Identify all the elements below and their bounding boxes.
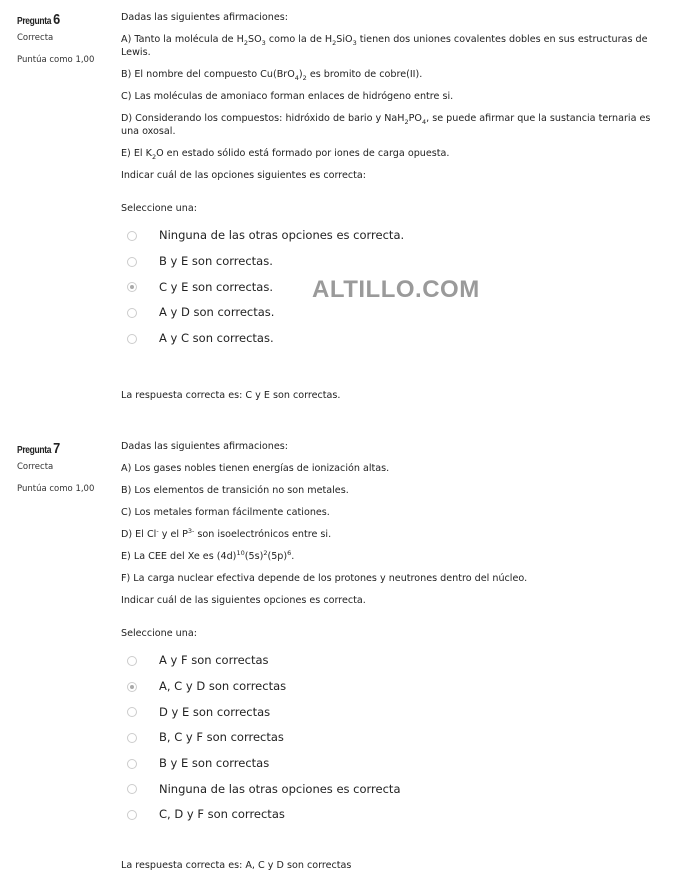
statement-text: 3-: [187, 526, 195, 535]
option-label[interactable]: C, D y F son correctas: [159, 807, 285, 822]
answer-option[interactable]: [121, 776, 666, 802]
statement-text: 4: [294, 73, 299, 82]
question-score: Puntúa como 1,00: [17, 55, 95, 65]
answer-option[interactable]: [121, 300, 666, 326]
statement-text: D) El Cl: [121, 529, 157, 540]
option-label[interactable]: D y E son correctas: [159, 704, 271, 719]
radio-button[interactable]: [127, 784, 137, 794]
statement-text: 4: [421, 117, 427, 126]
statement: [121, 68, 666, 81]
statement-text: 3: [352, 38, 357, 47]
statement: [121, 169, 666, 182]
statement: [121, 484, 666, 497]
select-prompt: Seleccione una:: [121, 628, 197, 639]
radio-button[interactable]: [127, 231, 137, 241]
statement: [121, 462, 666, 475]
answer-option[interactable]: [121, 674, 666, 700]
answer-option[interactable]: [121, 249, 666, 275]
statement: [121, 90, 666, 103]
statement-text: Indicar cuál de las siguientes opciones es correcta.: [121, 595, 366, 606]
statement-text: E) El K: [121, 148, 152, 159]
select-prompt: Seleccione una:: [121, 203, 197, 214]
question-score: Puntúa como 1,00: [17, 484, 95, 494]
statement: [121, 147, 666, 160]
question-info: [17, 11, 117, 71]
statement-text: 2: [302, 73, 307, 82]
answer-option[interactable]: [121, 274, 666, 300]
statement-text: como la de H: [265, 34, 333, 45]
question-info: [17, 440, 117, 500]
answer-option[interactable]: [121, 802, 666, 828]
statement: [121, 506, 666, 519]
statement: [121, 112, 666, 138]
statement-text: E) La CEE del Xe es (4d): [121, 551, 237, 562]
statement-text: Dadas las siguientes afirmaciones:: [121, 12, 289, 23]
statement: [121, 11, 666, 24]
statement-text: A) Los gases nobles tienen energías de ionización altas.: [121, 463, 390, 474]
correct-answer-feedback: La respuesta correcta es: C y E son correctas.: [121, 390, 341, 401]
radio-button[interactable]: [127, 733, 137, 743]
statement-text: (5p): [267, 551, 288, 562]
statement-text: PO: [408, 113, 422, 124]
statement-text: 2: [404, 117, 409, 126]
statement-text: D) Considerando los compuestos: hidróxido de bario y NaH: [121, 113, 405, 124]
question-number: [17, 11, 102, 27]
statement-text: tienen dos uniones covalentes dobles en sus estructuras de Lewis.: [121, 34, 648, 58]
statement-text: es bromito de cobre(II).: [306, 69, 423, 80]
statement-text: SO: [248, 34, 262, 45]
statement-text: ): [298, 69, 303, 80]
answer-option[interactable]: [121, 699, 666, 725]
statement-text: 10: [236, 548, 245, 557]
statement-text: Dadas las siguientes afirmaciones:: [121, 441, 289, 452]
option-label[interactable]: C y E son correctas.: [159, 279, 274, 294]
radio-button[interactable]: [127, 334, 137, 344]
statement-text: A) Tanto la molécula de H: [121, 34, 244, 45]
statement: [121, 440, 666, 453]
question-content: [121, 11, 666, 351]
statement-text: 3: [261, 38, 266, 47]
radio-button[interactable]: [127, 282, 137, 292]
statement: [121, 550, 666, 563]
answer-option[interactable]: [121, 648, 666, 674]
option-label[interactable]: A y D son correctas.: [159, 305, 275, 320]
question-number: [17, 440, 102, 456]
option-label[interactable]: A y C son correctas.: [159, 331, 274, 346]
answer-option[interactable]: [121, 751, 666, 777]
statement-text: y el P: [158, 529, 188, 540]
statement-text: 2: [243, 38, 248, 47]
statement-text: B) Los elementos de transición no son metales.: [121, 485, 349, 496]
option-label[interactable]: B y E son correctas.: [159, 254, 273, 269]
question-label: Pregunta: [17, 445, 52, 456]
statement-text: SiO: [336, 34, 353, 45]
question-number-value: 6: [53, 11, 60, 28]
statement-text: , se puede afirmar que la sustancia ternaria es una oxosal.: [121, 113, 651, 137]
statement-text: 2: [332, 38, 337, 47]
statement-text: F) La carga nuclear efectiva depende de los protones y neutrones dentro del núcleo.: [121, 573, 528, 584]
answer-option[interactable]: [121, 223, 666, 249]
correct-answer-feedback: La respuesta correcta es: A, C y D son correctas: [121, 860, 352, 871]
statement-text: O en estado sólido está formado por iones de carga opuesta.: [156, 148, 450, 159]
statement: [121, 528, 666, 541]
question-content: [121, 440, 666, 828]
radio-button[interactable]: [127, 682, 137, 692]
watermark: ALTILLO.COM: [312, 276, 480, 303]
option-label[interactable]: Ninguna de las otras opciones es correcta.: [159, 228, 405, 243]
radio-button[interactable]: [127, 707, 137, 717]
statement-text: 2: [263, 548, 268, 557]
question-label: Pregunta: [17, 16, 52, 27]
statement: [121, 594, 666, 607]
radio-button[interactable]: [127, 308, 137, 318]
statement-text: -: [156, 526, 159, 535]
statement: [121, 33, 666, 59]
statement-text: Indicar cuál de las opciones siguientes es correcta:: [121, 170, 367, 181]
option-label[interactable]: A, C y D son correctas: [159, 679, 287, 694]
option-label[interactable]: Ninguna de las otras opciones es correcta: [159, 781, 401, 796]
answer-option[interactable]: [121, 326, 666, 352]
statement-text: 2: [151, 152, 157, 161]
question-number-value: 7: [53, 440, 60, 457]
statement-text: (5s): [244, 551, 264, 562]
radio-button[interactable]: [127, 759, 137, 769]
answer-option[interactable]: [121, 725, 666, 751]
statement-text: son isoelectrónicos entre si.: [194, 529, 332, 540]
radio-button[interactable]: [127, 810, 137, 820]
statement-text: C) Las moléculas de amoniaco forman enlaces de hidrógeno entre si.: [121, 91, 454, 102]
statement: [121, 572, 666, 585]
radio-button[interactable]: [127, 257, 137, 267]
option-label[interactable]: B y E son correctas: [159, 756, 270, 771]
statement-text: 6: [287, 548, 292, 557]
question-state: Correcta: [17, 33, 54, 43]
statement-text: .: [291, 551, 295, 562]
radio-button[interactable]: [127, 656, 137, 666]
option-label[interactable]: B, C y F son correctas: [159, 730, 284, 745]
option-label[interactable]: A y F son correctas: [159, 653, 269, 668]
statement-text: C) Los metales forman fácilmente cationes.: [121, 507, 330, 518]
statement-text: B) El nombre del compuesto Cu(BrO: [121, 69, 295, 80]
question-state: Correcta: [17, 462, 54, 472]
